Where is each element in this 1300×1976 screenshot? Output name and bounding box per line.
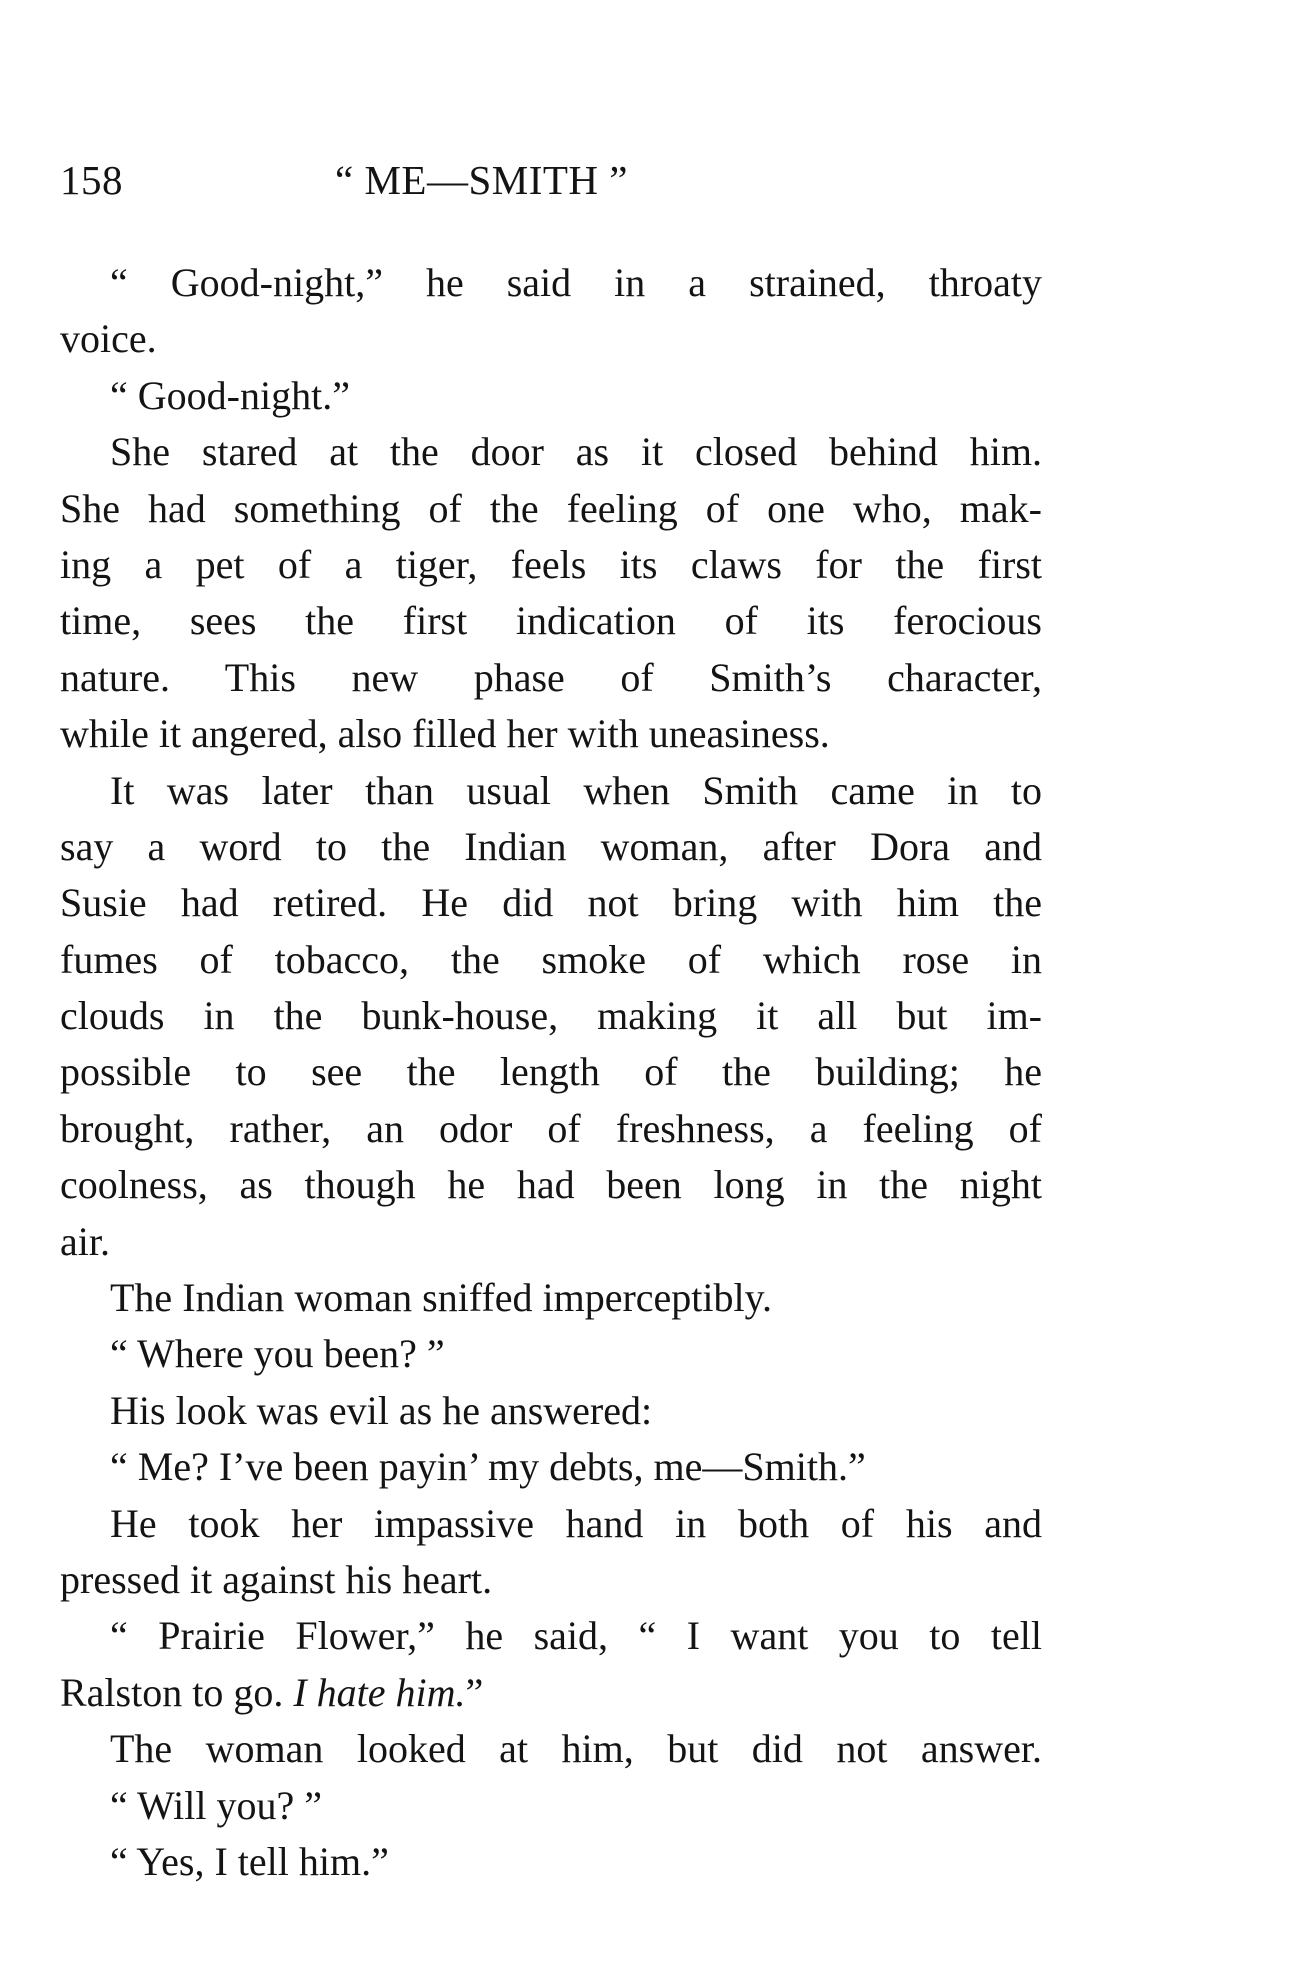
text-line: “ Yes, I tell him.”	[110, 1838, 389, 1884]
text-line: “ Me? I’ve been payin’ my debts, me—Smith.”	[110, 1444, 866, 1490]
text-line	[60, 1665, 1042, 1721]
text-line: His look was evil as he answered:	[110, 1387, 653, 1433]
text-line: It was later than usual when Smith came in to	[110, 767, 1042, 813]
text-line: coolness, as though he had been long in the night	[60, 1162, 1042, 1208]
text-line: “ Good-night.”	[110, 372, 350, 418]
text-line: “ Where you been? ”	[110, 1331, 445, 1377]
italic-text: I hate him.	[293, 1669, 466, 1715]
page-number: 158	[60, 157, 123, 203]
text-line: while it angered, also filled her with uneasiness.	[60, 711, 830, 757]
text-line: The Indian woman sniffed imperceptibly.	[110, 1275, 773, 1321]
running-head	[60, 150, 1040, 210]
body-text	[60, 255, 1042, 1890]
text-line: brought, rather, an odor of freshness, a feeling of	[60, 1105, 1042, 1151]
text-line: fumes of tobacco, the smoke of which rose in	[60, 936, 1042, 982]
text-line: say a word to the Indian woman, after Dora and	[60, 823, 1042, 869]
text-line: possible to see the length of the building; he	[60, 1049, 1042, 1095]
text-line: clouds in the bunk-house, making it all but im-	[60, 993, 1042, 1039]
text-line: pressed it against his heart.	[60, 1556, 493, 1602]
text-line: He took her impassive hand in both of his and	[110, 1500, 1042, 1546]
text-line: nature. This new phase of Smith’s character,	[60, 654, 1042, 700]
text-line: “ Will you? ”	[110, 1782, 323, 1828]
text-line: “ Good-night,” he said in a strained, throaty	[110, 260, 1042, 305]
text-run: ”	[465, 1669, 484, 1715]
text-line: The woman looked at him, but did not answer.	[110, 1726, 1042, 1772]
text-line: Susie had retired. He did not bring with him the	[60, 880, 1042, 926]
text-line: “ Prairie Flower,” he said, “ I want you to tell	[110, 1613, 1042, 1659]
text-line: voice.	[60, 316, 157, 362]
text-line: She stared at the door as it closed behind him.	[110, 429, 1042, 475]
text-line: ing a pet of a tiger, feels its claws for the first	[60, 541, 1042, 587]
text-line: air.	[60, 1218, 110, 1264]
text-line: She had something of the feeling of one who, mak-	[60, 485, 1042, 531]
text-run: Ralston to go.	[60, 1669, 294, 1715]
text-line: time, sees the first indication of its ferocious	[60, 598, 1042, 644]
running-title: “ ME—SMITH ”	[335, 157, 628, 203]
